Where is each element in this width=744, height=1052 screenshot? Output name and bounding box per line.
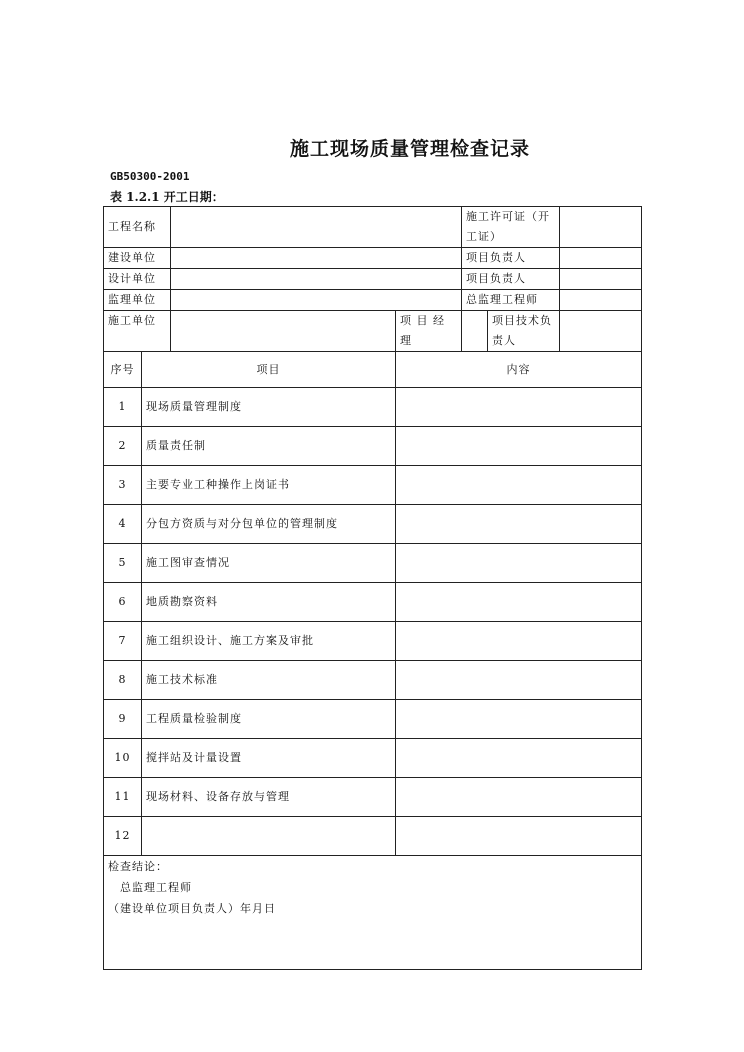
field-chief-supervisor[interactable] <box>560 290 642 311</box>
item-number: 6 <box>104 583 142 622</box>
row-construction-unit <box>104 248 642 269</box>
item-number: 10 <box>104 739 142 778</box>
item-content-cell[interactable] <box>396 622 642 661</box>
item-name: 主要专业工种操作上岗证书 <box>142 466 396 505</box>
item-name <box>142 817 396 856</box>
quality-inspection-table <box>103 206 642 970</box>
item-content-cell[interactable] <box>396 583 642 622</box>
header-item: 项目 <box>142 352 396 388</box>
label-tech-leader: 项目技术负责人 <box>488 311 560 352</box>
conclusion-cell[interactable] <box>104 856 642 970</box>
field-design-unit[interactable] <box>171 269 462 290</box>
items-header-row <box>104 352 642 388</box>
row-contractor <box>104 311 642 352</box>
table-row <box>104 739 642 778</box>
table-row <box>104 700 642 739</box>
row-project-name <box>104 207 642 248</box>
item-content-cell[interactable] <box>396 505 642 544</box>
field-project-leader[interactable] <box>560 248 642 269</box>
page-title: 施工现场质量管理检查记录 <box>289 138 530 160</box>
field-construction-unit[interactable] <box>171 248 462 269</box>
field-project-manager[interactable] <box>462 311 488 352</box>
field-project-name[interactable] <box>171 207 462 248</box>
label-permit: 施工许可证（开工证） <box>462 207 560 248</box>
label-chief-supervisor: 总监理工程师 <box>462 290 560 311</box>
item-name: 施工技术标准 <box>142 661 396 700</box>
item-name: 分包方资质与对分包单位的管理制度 <box>142 505 396 544</box>
item-name: 地质勘察资料 <box>142 583 396 622</box>
item-name: 搅拌站及计量设置 <box>142 739 396 778</box>
table-row <box>104 622 642 661</box>
field-design-leader[interactable] <box>560 269 642 290</box>
label-project-manager: 项 目 经 理 <box>396 311 462 352</box>
item-number: 12 <box>104 817 142 856</box>
table-row <box>104 544 642 583</box>
table-row <box>104 505 642 544</box>
item-number: 4 <box>104 505 142 544</box>
item-content-cell[interactable] <box>396 817 642 856</box>
label-contractor: 施工单位 <box>104 311 171 352</box>
label-design-leader: 项目负责人 <box>462 269 560 290</box>
table-row <box>104 817 642 856</box>
conclusion-label: 检查结论： <box>108 860 168 873</box>
item-name: 质量责任制 <box>142 427 396 466</box>
field-supervision-unit[interactable] <box>171 290 462 311</box>
item-content-cell[interactable] <box>396 466 642 505</box>
label-supervision-unit: 监理单位 <box>104 290 171 311</box>
standard-code: GB50300-2001 <box>110 170 190 183</box>
item-number: 9 <box>104 700 142 739</box>
item-content-cell[interactable] <box>396 388 642 427</box>
conclusion-signer: 总监理工程师 <box>120 881 192 894</box>
item-content-cell[interactable] <box>396 544 642 583</box>
table-row <box>104 388 642 427</box>
label-construction-unit: 建设单位 <box>104 248 171 269</box>
table-row <box>104 466 642 505</box>
table-row <box>104 583 642 622</box>
field-contractor[interactable] <box>171 311 396 352</box>
item-number: 11 <box>104 778 142 817</box>
table-row <box>104 661 642 700</box>
table-number-start-date: 表 1.2.1 开工日期： <box>110 190 224 204</box>
item-number: 1 <box>104 388 142 427</box>
label-project-name: 工程名称 <box>104 207 171 248</box>
row-supervision-unit <box>104 290 642 311</box>
header-content: 内容 <box>396 352 642 388</box>
label-design-unit: 设计单位 <box>104 269 171 290</box>
item-name: 现场材料、设备存放与管理 <box>142 778 396 817</box>
table-row <box>104 427 642 466</box>
table-row <box>104 778 642 817</box>
item-content-cell[interactable] <box>396 739 642 778</box>
item-number: 5 <box>104 544 142 583</box>
field-tech-leader[interactable] <box>560 311 642 352</box>
item-content-cell[interactable] <box>396 661 642 700</box>
field-permit[interactable] <box>560 207 642 248</box>
label-project-leader: 项目负责人 <box>462 248 560 269</box>
item-name: 现场质量管理制度 <box>142 388 396 427</box>
item-name: 施工图审查情况 <box>142 544 396 583</box>
item-name: 施工组织设计、施工方案及审批 <box>142 622 396 661</box>
header-seq: 序号 <box>104 352 142 388</box>
item-number: 3 <box>104 466 142 505</box>
conclusion-signer-sub: （建设单位项目负责人）年月日 <box>108 902 276 915</box>
item-number: 7 <box>104 622 142 661</box>
item-content-cell[interactable] <box>396 700 642 739</box>
conclusion-row <box>104 856 642 970</box>
item-number: 2 <box>104 427 142 466</box>
item-name: 工程质量检验制度 <box>142 700 396 739</box>
item-content-cell[interactable] <box>396 427 642 466</box>
row-design-unit <box>104 269 642 290</box>
item-content-cell[interactable] <box>396 778 642 817</box>
item-number: 8 <box>104 661 142 700</box>
